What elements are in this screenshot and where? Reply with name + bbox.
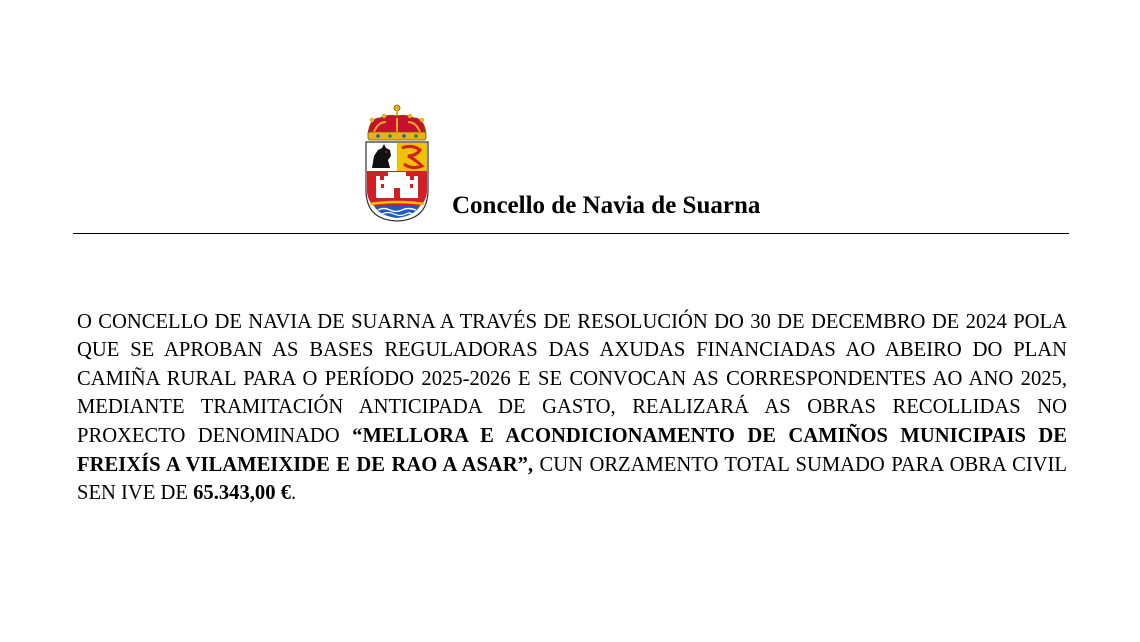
shield-icon (366, 142, 428, 221)
notice-paragraph (77, 308, 1067, 508)
header-divider (73, 233, 1069, 234)
project-name: “MELLORA E ACONDICIONAMENTO DE CAMIÑOS MUNICIPAIS DE FREIXÍS A VILAMEIXIDE E DE RAO A ASAR”, (77, 424, 1067, 476)
budget-amount: 65.343,00 € (193, 482, 291, 505)
notice-text-end: . (290, 482, 297, 505)
organization-name: Concello de Navia de Suarna (452, 192, 761, 219)
document-header (0, 0, 1140, 240)
coat-of-arms-icon (360, 104, 434, 222)
crown-icon (368, 105, 426, 140)
notice-text-budget: CUN ORZAMENTO TOTAL SUMADO PARA OBRA CIVIL SEN IVE DE (77, 453, 1067, 505)
notice-text-intro: O CONCELLO DE NAVIA DE SUARNA A TRAVÉS DE RESOLUCIÓN DO 30 DE DECEMBRO DE 2024 POLA QUE SE APROBAN AS BASES REGULADORAS DAS AXUDAS FINANCIADAS AO ABEIRO DO PLAN CAMIÑA RURAL PARA O PERÍODO 2025-2026 E SE CONVOCAN AS CORRESPONDENTES AO ANO 2025, MEDIANTE TRAMITACIÓN ANTICIPADA DE GASTO, REALIZARÁ AS OBRAS RECOLLIDAS NO PROXECTO DENOMINADO (77, 310, 1067, 447)
